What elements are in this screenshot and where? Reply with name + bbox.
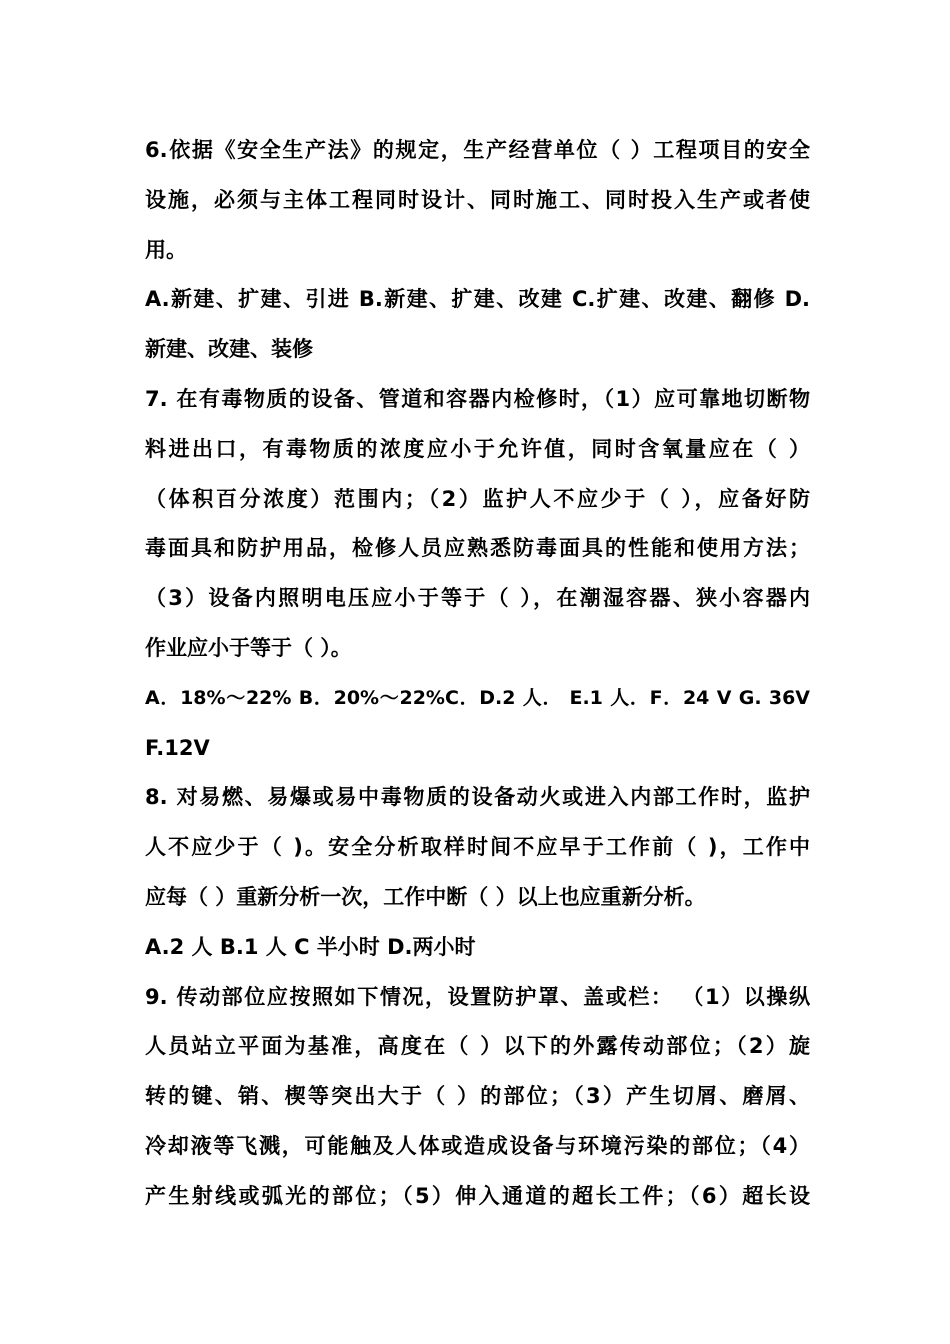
document-line: 设施，必须与主体工程同时设计、同时施工、同时投入生产或者使 bbox=[145, 187, 810, 212]
document-line: 转的键、销、楔等突出大于（ ）的部位；（3）产生切屑、磨屑、 bbox=[145, 1084, 810, 1109]
document-line: 毒面具和防护用品，检修人员应熟悉防毒面具的性能和使用方法； bbox=[145, 536, 810, 561]
document-line: 6.依据《安全生产法》的规定，生产经营单位（ ）工程项目的安全 bbox=[145, 138, 810, 162]
document-line: F.12V bbox=[145, 735, 210, 760]
document-line: 新建、改建、装修 bbox=[145, 337, 313, 362]
document-line: （体积百分浓度）范围内；（2）监护人不应少于（ ），应备好防 bbox=[145, 486, 810, 511]
document-line: （3）设备内照明电压应小于等于（ ），在潮湿容器、狭小容器内 bbox=[145, 586, 810, 611]
document-line: 应每（ ）重新分析一次，工作中断（ ）以上也应重新分析。 bbox=[145, 884, 706, 909]
document-line: 作业应小于等于（ ）。 bbox=[145, 635, 352, 660]
document-line: 人员站立平面为基准，高度在（ ）以下的外露传动部位；（2）旋 bbox=[145, 1034, 810, 1059]
document-line: 人不应少于（ )。安全分析取样时间不应早于工作前（ )，工作中 bbox=[145, 835, 810, 860]
document-line: 料进出口，有毒物质的浓度应小于允许值，同时含氧量应在（ ） bbox=[145, 436, 810, 461]
document-body bbox=[145, 126, 810, 1222]
document-line: 8. 对易燃、易爆或易中毒物质的设备动火或进入内部工作时，监护 bbox=[145, 785, 810, 810]
document-line: 9. 传动部位应按照如下情况，设置防护罩、盖或栏： （1）以操纵 bbox=[145, 984, 810, 1009]
document-line: 产生射线或弧光的部位；（5）伸入通道的超长工件；（6）超长设 bbox=[145, 1183, 810, 1208]
document-line: 7. 在有毒物质的设备、管道和容器内检修时，（1）应可靠地切断物 bbox=[145, 386, 810, 411]
document-line: A．18%～22% B．20%～22%C．D.2 人． E.1 人．F．24 V G. 36V bbox=[145, 686, 810, 709]
document-line: 冷却液等飞溅，可能触及人体或造成设备与环境污染的部位；（4） bbox=[145, 1133, 810, 1158]
document-line: 用。 bbox=[145, 237, 187, 262]
document-line: A.2 人 B.1 人 C 半小时 D.两小时 bbox=[145, 934, 476, 959]
document-line: A.新建、扩建、引进 B.新建、扩建、改建 C.扩建、改建、翻修 D. bbox=[145, 287, 810, 312]
